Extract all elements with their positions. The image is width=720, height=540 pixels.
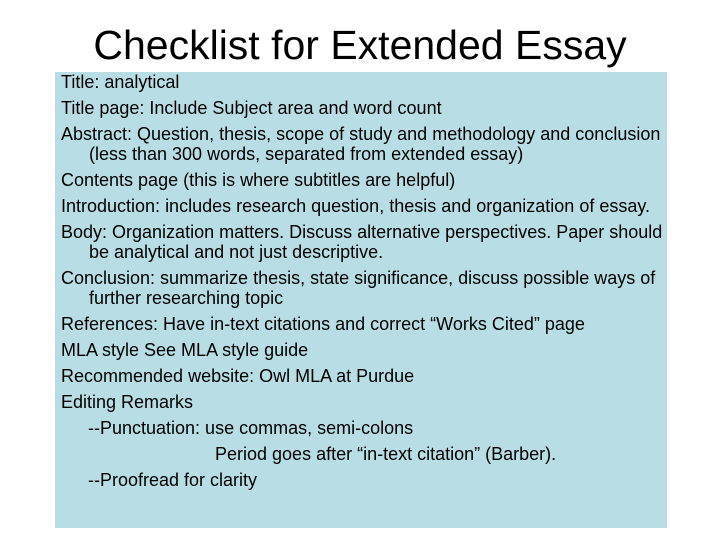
slide-title: Checklist for Extended Essay bbox=[93, 22, 627, 68]
checklist-item-introduction: Introduction: includes research question, thesis and organization of essay. bbox=[61, 196, 651, 216]
checklist bbox=[61, 72, 665, 496]
editing-subitem-punctuation: --Punctuation: use commas, semi-colons bbox=[88, 418, 414, 438]
checklist-item-editing-remarks: Editing Remarks bbox=[61, 392, 194, 412]
checklist-item-title: Title: analytical bbox=[61, 72, 180, 92]
checklist-item-contents-page: Contents page (this is where subtitles are helpful) bbox=[61, 170, 456, 190]
checklist-panel bbox=[55, 72, 667, 528]
checklist-item-abstract: Abstract: Question, thesis, scope of study and methodology and conclusion (less than 300 words, separated from extended essay) bbox=[61, 124, 661, 164]
checklist-item-recommended-website: Recommended website: Owl MLA at Purdue bbox=[61, 366, 415, 386]
editing-subitem-proofread: --Proofread for clarity bbox=[88, 470, 258, 490]
checklist-item-body: Body: Organization matters. Discuss alternative perspectives. Paper should be analytical and not just descriptive. bbox=[61, 222, 663, 262]
checklist-item-title-page: Title page: Include Subject area and word count bbox=[61, 98, 442, 118]
editing-subitem-period: Period goes after “in-text citation” (Barber). bbox=[215, 444, 557, 464]
checklist-item-references: References: Have in-text citations and correct “Works Cited” page bbox=[61, 314, 585, 334]
checklist-item-mla-style: MLA style See MLA style guide bbox=[61, 340, 309, 360]
checklist-item-conclusion: Conclusion: summarize thesis, state significance, discuss possible ways of further researching topic bbox=[61, 268, 656, 308]
